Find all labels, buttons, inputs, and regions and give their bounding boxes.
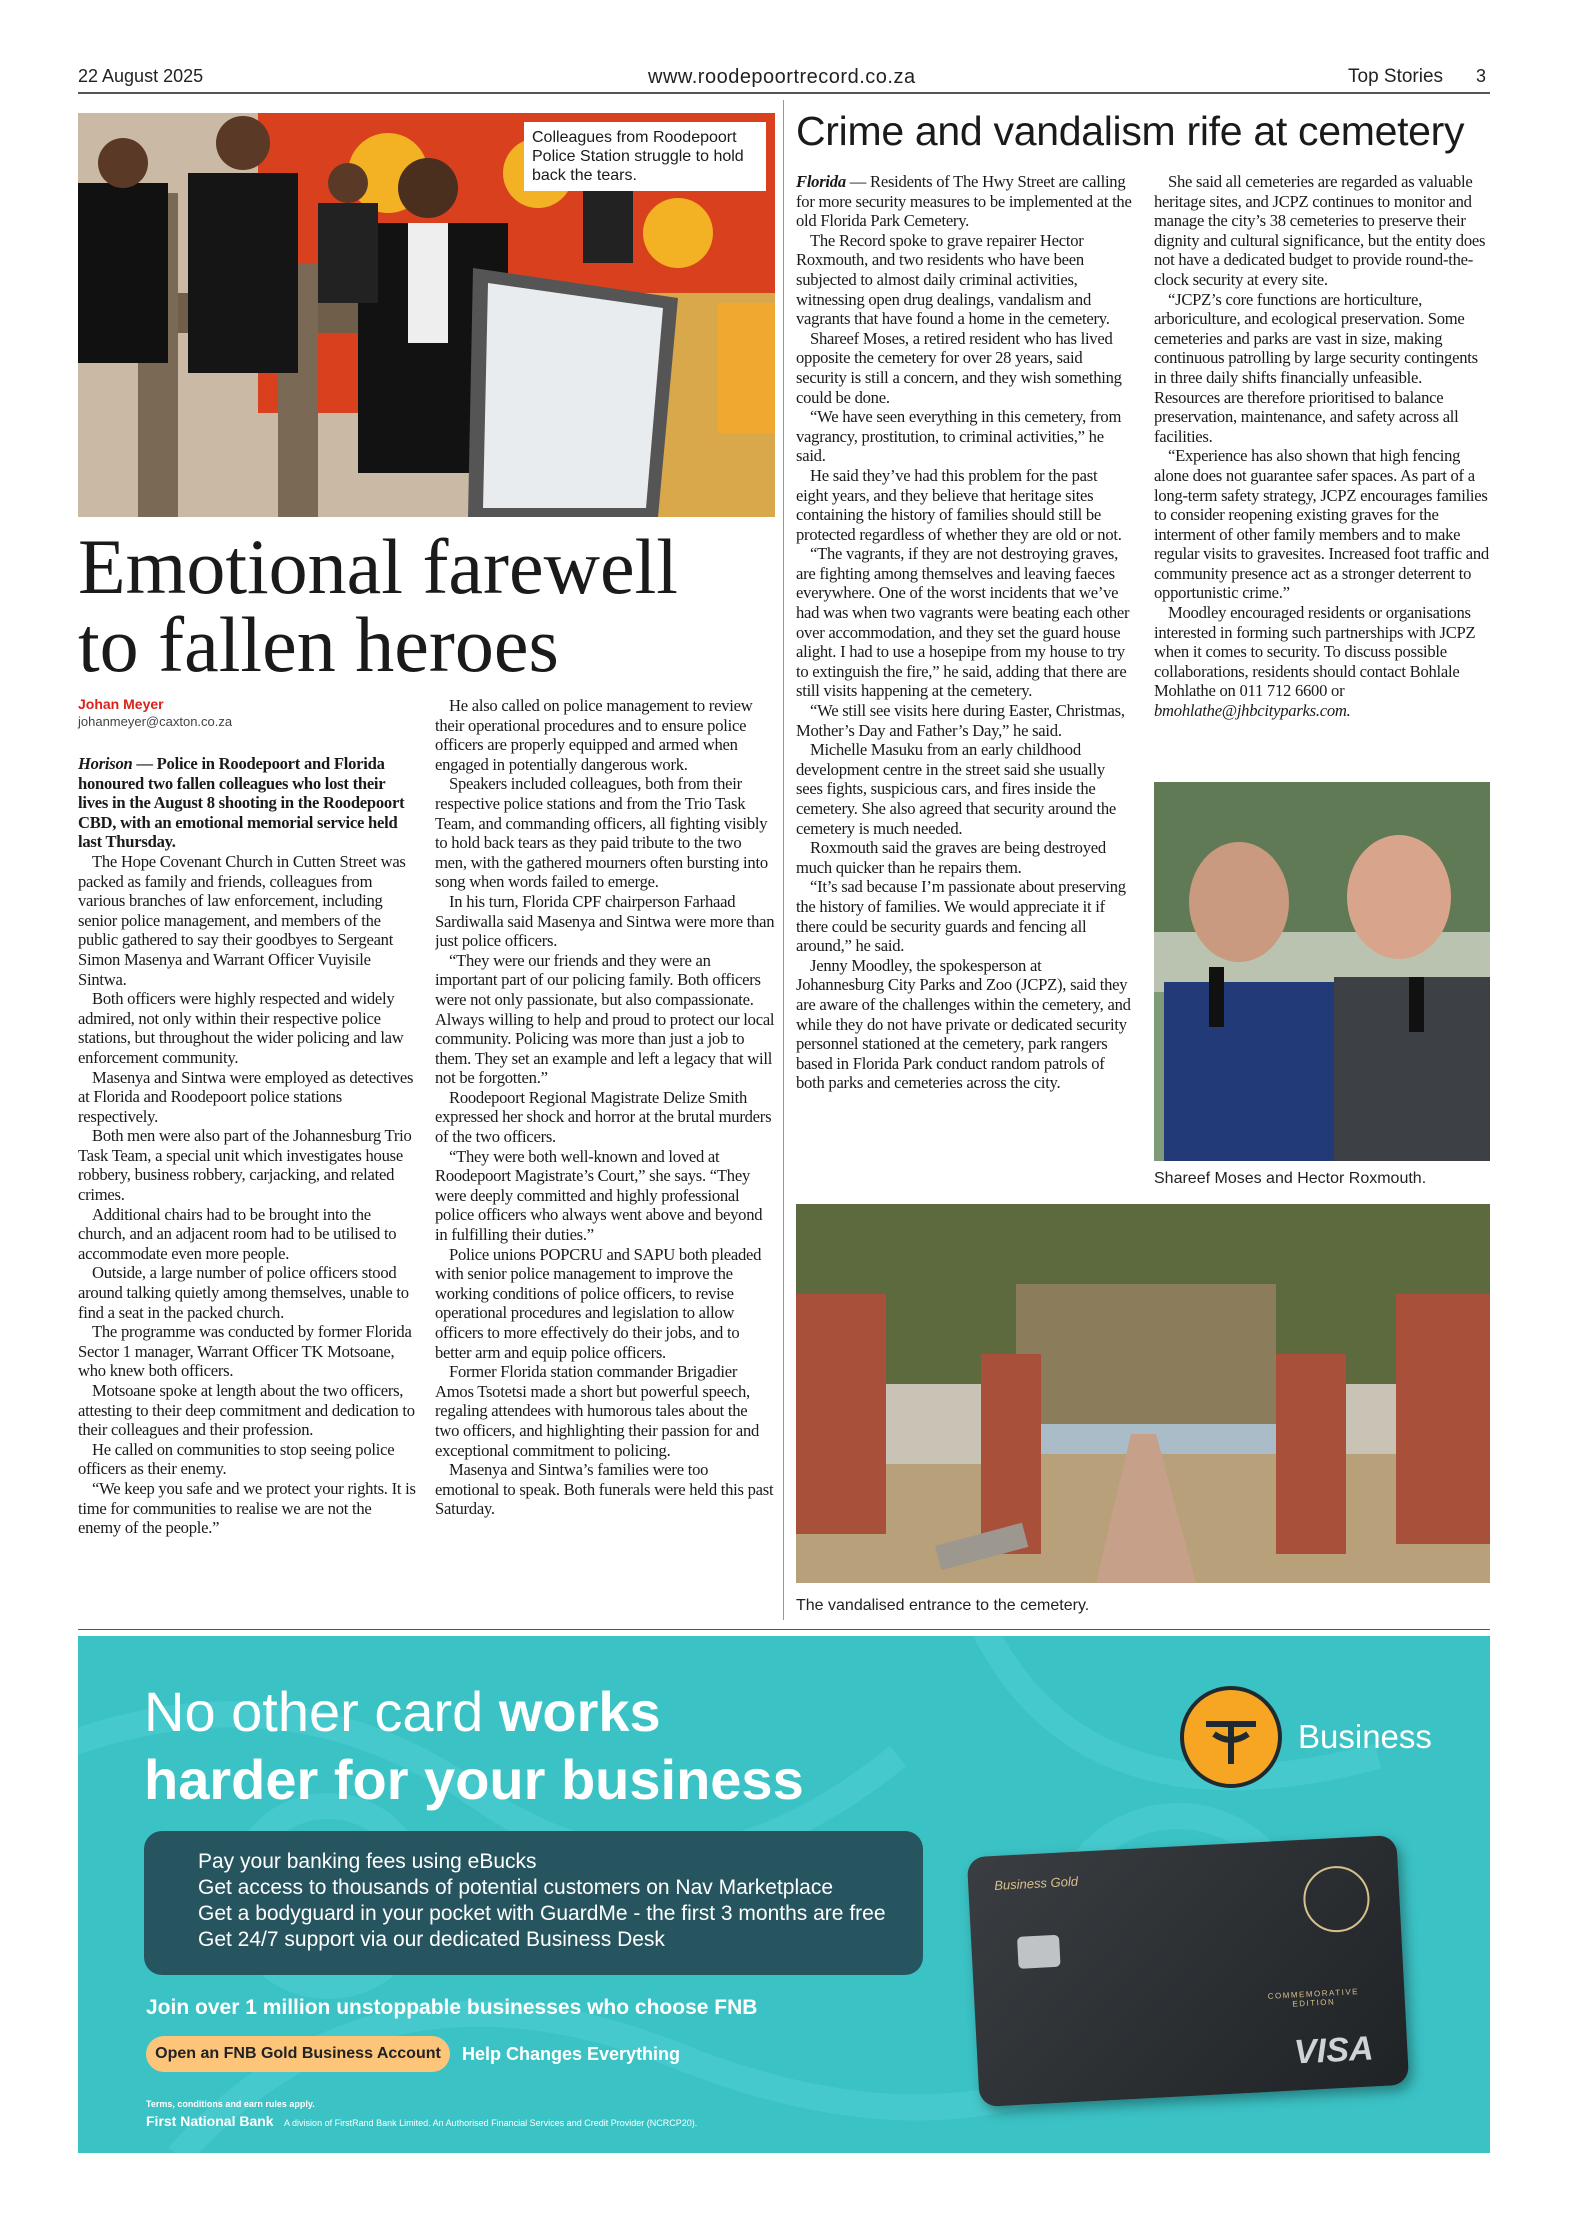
lead-text: — Police in Roodepoort and Florida honoured two fallen colleagues who lost their lives in the August 8 shooting in the Roodepoort CBD, with an emotional memorial service held last Thursday. <box>78 754 405 852</box>
column-divider <box>783 100 784 1620</box>
paragraph: “It’s sad because I’m passionate about preserving the history of families. We would appreciate it if there could be security guards and fencing all around,” he said. <box>796 877 1126 956</box>
paragraph: Masenya and Sintwa’s families were too emotional to speak. Both funerals were held this past Saturday. <box>435 1460 774 1519</box>
benefit-item: Pay your banking fees using eBucks <box>198 1850 537 1873</box>
chip-icon <box>1017 1935 1061 1969</box>
ad-headline <box>144 1678 804 1814</box>
paragraph: “We have seen everything in this cemetery, from vagrancy, prostitution, to criminal activities,” he said. <box>796 407 1122 466</box>
paragraph: The programme was conducted by former Florida Sector 1 manager, Warrant Officer TK Motsoane, who knew both officers. <box>78 1322 412 1381</box>
photo-caption-overlay: Colleagues from Roodepoort Police Station struggle to hold back the tears. <box>524 122 766 191</box>
issue-date: 22 August 2025 <box>78 66 204 86</box>
paragraph: Outside, a large number of police officers stood around talking quietly among themselves, unable to find a seat in the packed church. <box>78 1263 409 1322</box>
paragraph: He also called on police management to review their operational procedures and to ensure police officers are properly equipped and armed when engaged in potentially dangerous work. <box>435 696 753 774</box>
paragraph: “Experience has also shown that high fencing alone does not guarantee safer spaces. As part of a long-term safety strategy, JCPZ encourages families to consider reopening existing graves for the interment of other family members and to make regular visits to gravesites. Increased foot traffic and community presence act as a stronger deterrent to opportunistic crime.” <box>1154 446 1489 603</box>
paragraph: Both officers were highly respected and widely admired, not only within their respective police stations, but throughout the wider policing and law enforcement community. <box>78 989 404 1067</box>
benefit-item: Get a bodyguard in your pocket with GuardMe - the first 3 months are free <box>198 1902 886 1925</box>
paragraph: He called on communities to stop seeing police officers as their enemy. <box>78 1439 395 1479</box>
section-name: Top Stories <box>1348 66 1444 87</box>
terms-text: Terms, conditions and earn rules apply. <box>146 2099 315 2109</box>
open-account-button[interactable]: Open an FNB Gold Business Account <box>146 2036 450 2072</box>
story2-headline: Crime and vandalism rife at cemetery <box>796 108 1465 154</box>
card-edition: COMMEMORATIVE EDITION <box>1267 1987 1360 2009</box>
paragraph: He said they’ve had this problem for the past eight years, and they believe that heritage sites containing the history of families should still be protected regardless of whether they are old or not. <box>796 465 1122 544</box>
paragraph: Roodepoort Regional Magistrate Delize Smith expressed her shock and horror at the brutal murders of the two officers. <box>435 1087 772 1147</box>
headline-light: No other card <box>144 1680 499 1743</box>
fnb-advertisement[interactable] <box>78 1636 1490 2153</box>
paragraph: “They were both well-known and loved at Roodepoort Magistrate’s Court,” she says. “They were deeply committed and highly professional police officers who always went above and beyond in fulfilling their duties.” <box>435 1146 763 1245</box>
visa-logo: VISA <box>1293 2029 1375 2072</box>
cemetery-caption: The vandalised entrance to the cemetery. <box>796 1597 1090 1614</box>
story2-column-1 <box>796 172 1133 1192</box>
paragraph: “The vagrants, if they are not destroying graves, are fighting among themselves and leaving faeces everywhere. One of the worst incidents that we’ve had was when two vagrants were beating each other over accommodation, and they set the guard house alight. I had to use a hosepipe from my house to try to extinguish the fire,” he said, adding that there are still visits happening at the cemetery. <box>796 544 1130 701</box>
cemetery-photo <box>796 1204 1490 1583</box>
benefit-item: Get access to thousands of potential customers on Nav Marketplace <box>198 1876 833 1899</box>
business-gold-card <box>967 1835 1409 2107</box>
paragraph-text: Moodley encouraged residents or organisations interested in forming such partnerships with JCPZ when it comes to security. To discuss possible collaborations, residents should contact Bohlale Mohlathe on 011 712 6600 or <box>1154 603 1476 701</box>
paragraph: “We keep you safe and we protect your rights. It is time for communities to realise we are not the enemy of the people.” <box>78 1478 416 1538</box>
lead-paragraph <box>796 172 1133 231</box>
header-rule <box>78 92 1490 94</box>
paragraph: “We still see visits here during Easter, Christmas, Mother’s Day and Father’s Day,” he said. <box>796 701 1125 740</box>
paragraph: Roxmouth said the graves are being destroyed much quicker than he repairs them. <box>796 838 1106 877</box>
paragraph: Speakers included colleagues, both from their respective police stations and from the Trio Task Team, and commanding officers, all fighting visibly to hold back tears as they paid tribute to the two men, with the gathered mourners often bursting into song when words failed to emerge. <box>435 774 768 892</box>
headline-bold: harder for your business <box>144 1748 804 1811</box>
paragraph: In his turn, Florida CPF chairperson Farhaad Sardiwalla said Masenya and Sintwa were more than just police officers. <box>435 891 775 951</box>
byline-email[interactable]: johanmeyer@caxton.co.za <box>78 714 233 729</box>
dateline: Florida <box>796 172 846 191</box>
story1-column-1 <box>78 754 418 1616</box>
paragraph <box>1154 603 1490 721</box>
site-url: www.roodepoortrecord.co.za <box>648 66 916 88</box>
paragraph: Masenya and Sintwa were employed as detectives at Florida and Roodepoort police stations respectively. <box>78 1067 414 1126</box>
join-text: Join over 1 million unstoppable businesses who choose FNB <box>146 1996 758 2019</box>
story1-column-2 <box>435 696 775 1616</box>
lead-text: — Residents of The Hwy Street are calling for more security measures to be implemented at the old Florida Park Cemetery. <box>796 172 1132 231</box>
dateline: Horison <box>78 754 133 773</box>
headline-bold: works <box>498 1680 661 1743</box>
paragraph: Motsoane spoke at length about the two officers, attesting to their deep commitment and dedication to their colleagues and their profession. <box>78 1381 415 1440</box>
page-number: 3 <box>1476 66 1487 86</box>
paragraph: Michelle Masuku from an early childhood development centre in the street said she usually sees fights, suspicious cars, and fires inside the cemetery. She also agreed that security around the cemetery is much needed. <box>796 740 1117 838</box>
paragraph: The Record spoke to grave repairer Hector Roxmouth, and two residents who have been subjected to almost daily criminal activities, witnessing open drug dealings, vandalism and vagrants that have found a home in the cemetery. <box>796 230 1110 329</box>
story1-headline <box>78 523 678 688</box>
benefit-item: Get 24/7 support via our dedicated Business Desk <box>198 1928 665 1951</box>
paragraph: Jenny Moodley, the spokesperson at Johannesburg City Parks and Zoo (JCPZ), said they are aware of the challenges within the cemetery, and while they do not have private or dedicated security personnel stationed at the cemetery, park rangers based in Florida Park conduct random patrols of both parks and cemeteries across the city. <box>796 955 1131 1093</box>
paragraph: Additional chairs had to be brought into the church, and an adjacent room had to be utilised to accommodate even more people. <box>78 1204 397 1263</box>
portrait-caption: Shareef Moses and Hector Roxmouth. <box>1154 1170 1427 1187</box>
paragraph: She said all cemeteries are regarded as valuable heritage sites, and JCPZ continues to monitor and manage the city’s 38 cemeteries to preserve their dignity and cultural significance, but the entity does not have a dedicated budget to provide round-the-clock security at every site. <box>1154 172 1486 289</box>
fnb-emblem-icon <box>1302 1864 1371 1933</box>
card-name: Business Gold <box>993 1873 1079 1894</box>
fnb-tree-logo-icon <box>1180 1686 1282 1788</box>
paragraph: Police unions POPCRU and SAPU both pleaded with senior police management to improve the working conditions of police officers, to revise operational procedures and legislation to allow officers to more effectively do their jobs, and to better arm and equip police officers. <box>435 1244 762 1362</box>
headline-line: Emotional farewell <box>78 523 678 610</box>
slogan: Help Changes Everything <box>462 2044 681 2064</box>
paragraph: Both men were also part of the Johannesburg Trio Task Team, a special unit which investigates house robbery, business robbery, carjacking, and related crimes. <box>78 1126 412 1205</box>
headline-line: to fallen heroes <box>78 601 559 688</box>
bank-name: First National Bank <box>146 2113 274 2129</box>
benefits-panel <box>144 1831 923 1975</box>
story2-column-2 <box>1154 172 1490 762</box>
paragraph: The Hope Covenant Church in Cutten Street was packed as family and friends, colleagues from various branches of law enforcement, including senior police management, and members of the public gathered to say their goodbyes to Sergeant Simon Masenya and Warrant Officer Vuyisile Sintwa. <box>78 851 406 989</box>
portrait-photo <box>1154 782 1490 1161</box>
paragraph: “JCPZ’s core functions are horticulture, arboriculture, and ecological preservation. Some cemeteries and parks are vast in size, making continuous patrolling by large security contingents in three daily shifts financially unfeasible. Resources are therefore prioritised to balance preservation, maintenance, and safety across all facilities. <box>1154 289 1478 446</box>
ad-rule <box>78 1629 1490 1630</box>
paragraph: Shareef Moses, a retired resident who has lived opposite the cemetery for over 28 years, said security is still a concern, and they wish something could be done. <box>796 328 1122 407</box>
paragraph: “They were our friends and they were an important part of our policing family. Both officers were not only passionate, but also compassionate. Always willing to help and proud to protect our local community. Policing was more than just a job to them. They set an example and left a legacy that will not be forgotten.” <box>435 950 775 1088</box>
lead-paragraph <box>78 754 418 852</box>
byline-author: Johan Meyer <box>78 696 164 712</box>
paragraph: Former Florida station commander Brigadier Amos Tsotetsi made a short but powerful speech, regaling attendees with humorous tales about the two officers, and highlighting their passion for and exceptional commitment to policing. <box>435 1362 760 1460</box>
disclaimer: A division of FirstRand Bank Limited. An Authorised Financial Services and Credit Provider (NCRCP20). <box>284 2118 698 2128</box>
bank-footer <box>146 2113 697 2131</box>
logo-label: Business <box>1298 1718 1432 1755</box>
contact-email[interactable]: bmohlathe@jhbcityparks.com. <box>1154 701 1351 721</box>
